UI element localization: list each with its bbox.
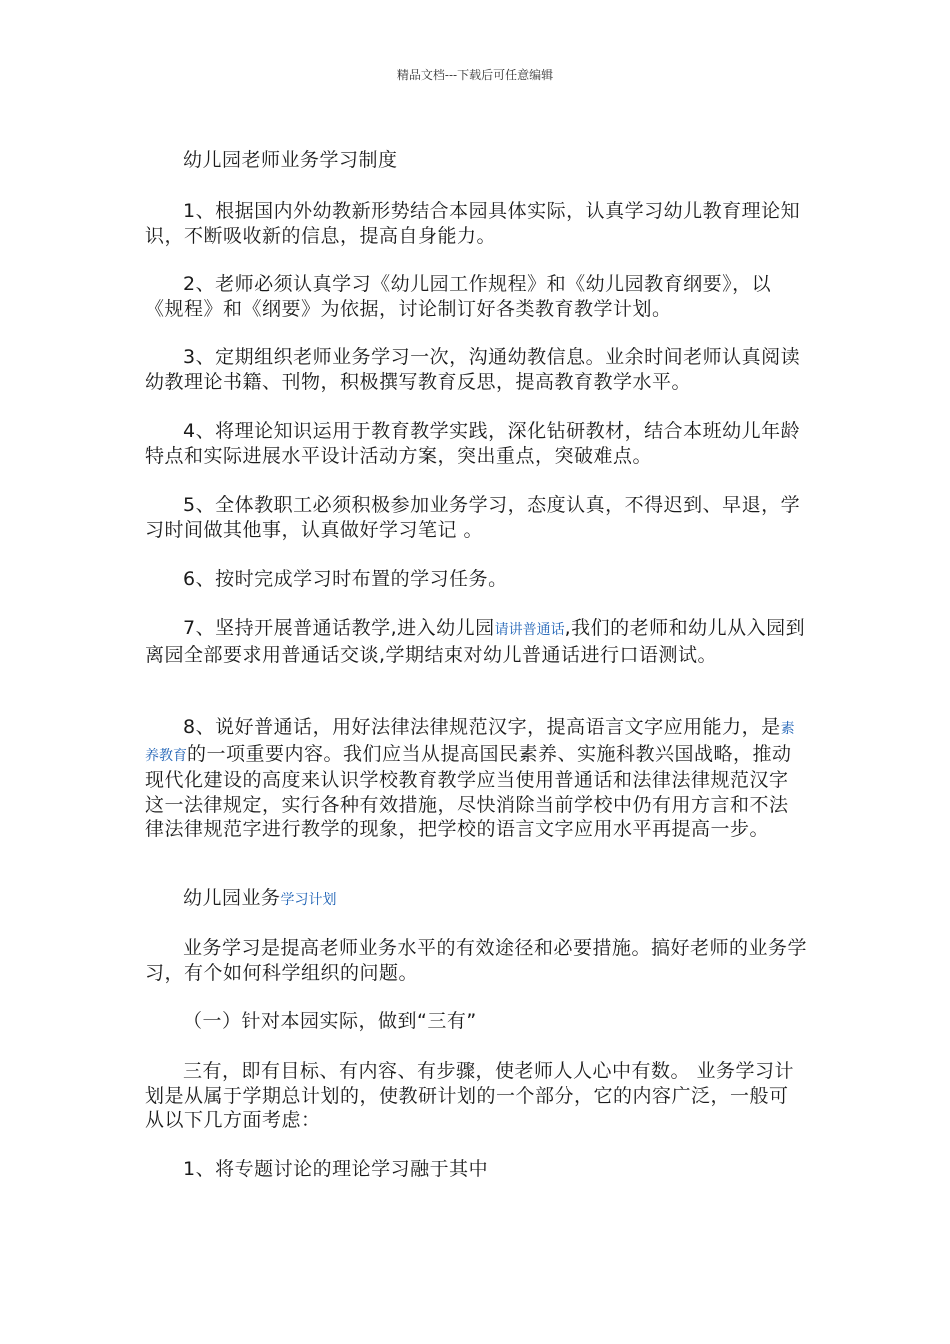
mandarin-link[interactable]: 请讲普通话 [494,622,565,638]
subsection-heading: （一）针对本园实际，做到“三有” [183,1010,477,1032]
quality-education-link[interactable]: 素养教育 [145,721,795,764]
section-title [145,886,807,913]
paragraph-item-7 [145,616,807,667]
paragraph-item-5: 5、全体教职工必须积极参加业务学习，态度认真，不得迟到、早退，学习时间做其他事，认真做好学习笔记 。 [145,494,801,541]
point-1: 1、将专题讨论的理论学习融于其中 [183,1158,489,1180]
paragraph-item-7-text-b: ,我们的老师和幼儿从入园到离园全部要求用普通话交谈,学期结束对幼儿普通话进行口语测试。 [145,617,806,666]
paragraph-item-8-text-b: 的一项重要内容。我们应当从提高国民素养、实施科教兴国战略，推动现代化建设的高度来认识学校教育教学应当使用普通话和法律法律规范汉字这一法律规定，实行各种有效措施，尽快消除当前学校中仍有用方言和不法律法律规范字进行教学的现象，把学校的语言文字应用水平再提高一步。 [145,742,792,840]
paragraph-item-1: 1、根据国内外幼教新形势结合本园具体实际，认真学习幼儿教育理论知识，不断吸收新的信息，提高自身能力。 [145,200,801,247]
paragraph-item-8 [145,715,807,842]
section-title-text: 幼儿园业务 [183,887,281,909]
page-header: 精品文档---下载后可任意编辑 [396,68,554,82]
three-haves-paragraph: 三有，即有目标、有内容、有步骤，使老师人人心中有数。 业务学习计划是从属于学期总计划的，使教研计划的一个部分，它的内容广泛，一般可从以下几方面考虑： [145,1060,795,1131]
paragraph-item-6: 6、按时完成学习时布置的学习任务。 [183,568,508,590]
paragraph-item-8-text-a: 8、说好普通话，用好法律法律规范汉字，提高语言文字应用能力，是 [183,716,781,738]
paragraph-item-2: 2、老师必须认真学习《幼儿园工作规程》和《幼儿园教育纲要》，以《规程》和《纲要》为依据，讨论制订好各类教育教学计划。 [145,273,772,320]
paragraph-item-4: 4、将理论知识运用于教育教学实践，深化钻研教材，结合本班幼儿年龄特点和实际进展水平设计活动方案，突出重点，突破难点。 [145,420,801,467]
paragraph-item-7-text-a: 7、坚持开展普通话教学,进入幼儿园 [183,617,495,639]
study-plan-link[interactable]: 学习计划 [280,892,337,908]
paragraph-item-3: 3、定期组织老师业务学习一次，沟通幼教信息。业余时间老师认真阅读幼教理论书籍、刊物，积极撰写教育反思，提高教育教学水平。 [145,346,801,393]
section-intro: 业务学习是提高老师业务水平的有效途径和必要措施。搞好老师的业务学习，有个如何科学组织的问题。 [145,937,808,984]
document-title: 幼儿园老师业务学习制度 [183,149,398,171]
